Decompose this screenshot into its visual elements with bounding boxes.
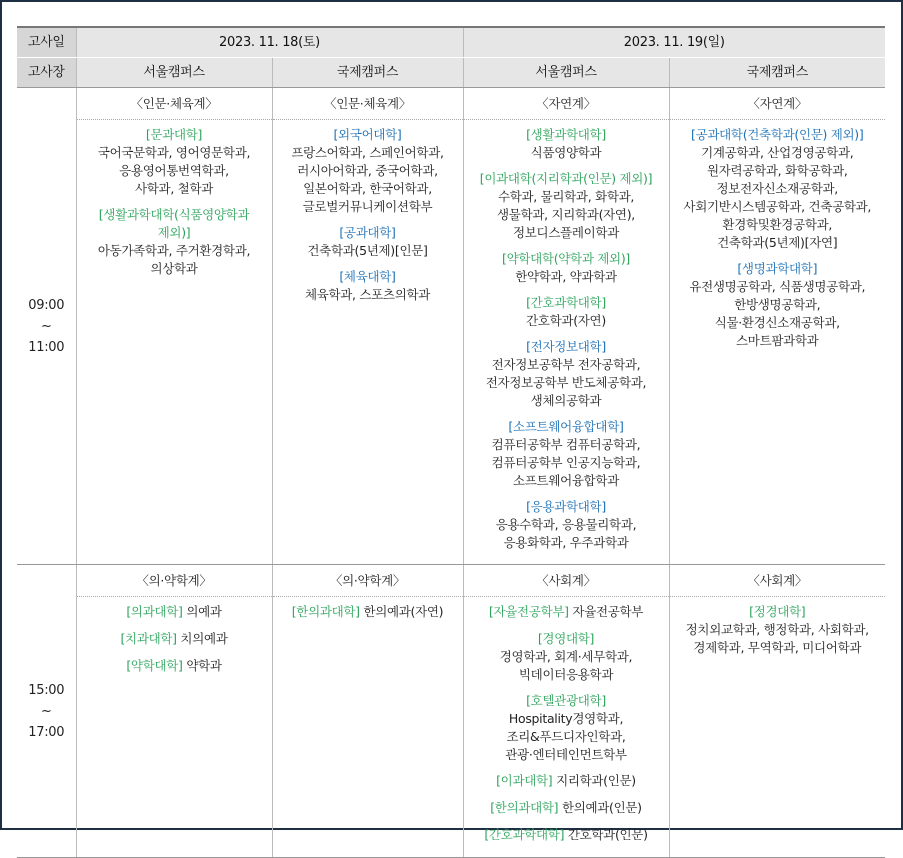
department-list: 프랑스어학과, 스페인어학과, 러시아어학과, 중국어학과, 일본어학과, 한국어학과, 글로벌커뮤니케이션학부 (291, 145, 444, 214)
college-block (81, 126, 268, 198)
department-list: Hospitality경영학과, 조리&푸드디자인학과, 관광·엔터테인먼트학부 (505, 711, 627, 762)
morning-global-sun (669, 88, 885, 565)
header-row-dates (17, 27, 885, 58)
campus-global-sun: 국제캠퍼스 (669, 58, 885, 88)
college-block (81, 206, 268, 278)
department-list: 유전생명공학과, 식품생명공학과, 한방생명공학과, 식물·환경신소재공학과, 스마트팜과학과 (689, 279, 866, 348)
college-name: [이과대학(지리학과(인문) 제외)] (479, 171, 653, 186)
dept-name: 한의예과(인문) (561, 800, 642, 815)
date-saturday: 2023. 11. 18(토) (76, 27, 463, 58)
college-block (468, 170, 665, 242)
department-list: 건축학과(5년제)[인문] (307, 243, 428, 258)
college-block (468, 692, 665, 764)
college-name: [생명과학대학] (737, 261, 818, 276)
college-block (277, 224, 459, 260)
department-list: 체육학과, 스포츠의학과 (304, 287, 431, 302)
afternoon-seoul-sun (463, 565, 669, 858)
college-name: [정경대학] (749, 604, 806, 619)
department-list: 한약학과, 약과학과 (515, 269, 617, 284)
college-name: [자율전공학부] (488, 604, 569, 619)
date-sunday: 2023. 11. 19(일) (463, 27, 885, 58)
college-block (674, 260, 882, 350)
campus-seoul-sun: 서울캠퍼스 (463, 58, 669, 88)
campus-global-sat: 국제캠퍼스 (272, 58, 463, 88)
morning-seoul-sat (76, 88, 272, 565)
group-heading: 〈사회계〉 (670, 572, 886, 597)
group-heading: 〈인문·체육계〉 (273, 95, 463, 120)
dept-name: 한의예과(자연) (363, 604, 444, 619)
college-name: [공과대학] (339, 225, 396, 240)
college-item (468, 603, 665, 621)
college-name: [간호과학대학] (484, 827, 565, 842)
college-block (468, 126, 665, 162)
morning-seoul-sun (463, 88, 669, 565)
afternoon-time: 15:00 ~ 17:00 (17, 565, 76, 858)
college-block (468, 418, 665, 490)
afternoon-row (17, 565, 885, 858)
college-item (468, 826, 665, 844)
department-list: 아동가족학과, 주거환경학과, 의상학과 (97, 243, 251, 276)
dept-name: 약학과 (186, 658, 222, 673)
afternoon-global-sat (272, 565, 463, 858)
department-list: 전자정보공학부 전자공학과, 전자정보공학부 반도체공학과, 생체의공학과 (485, 357, 647, 408)
group-heading: 〈자연계〉 (670, 95, 886, 120)
department-list: 수학과, 물리학과, 화학과, 생물학과, 지리학과(자연), 정보디스플레이학과 (497, 189, 635, 240)
header-row-campus (17, 58, 885, 88)
college-block (468, 250, 665, 286)
department-list: 국어국문학과, 영어영문학과, 응용영어통번역학과, 사학과, 철학과 (97, 145, 251, 196)
afternoon-seoul-sat (76, 565, 272, 858)
dept-name: 지리학과(인문) (556, 773, 636, 788)
college-item (277, 603, 459, 621)
college-name: [외국어대학] (333, 127, 402, 142)
college-item (468, 772, 665, 790)
college-block (468, 498, 665, 552)
college-name: [생활과학대학] (526, 127, 606, 142)
group-heading: 〈의·약학계〉 (273, 572, 463, 597)
morning-row (17, 88, 885, 565)
department-list: 기계공학과, 산업경영공학과, 원자력공학과, 화학공학과, 정보전자신소재공학과, 사회기반시스템공학과, 건축공학과, 환경학및환경공학과, 건축학과(5년제)[자연] (683, 145, 872, 250)
group-heading: 〈인문·체육계〉 (77, 95, 272, 120)
department-list: 응용수학과, 응용물리학과, 응용화학과, 우주과학과 (495, 517, 637, 550)
college-name: [간호과학대학] (526, 295, 606, 310)
afternoon-global-sun (669, 565, 885, 858)
college-item (81, 657, 268, 675)
college-block (277, 126, 459, 216)
dept-name: 간호학과(인문) (567, 827, 648, 842)
group-heading: 〈의·약학계〉 (77, 572, 272, 597)
college-name: [호텔관광대학] (526, 693, 606, 708)
college-name: [약학대학] (126, 658, 183, 673)
college-block (468, 630, 665, 684)
morning-time: 09:00 ~ 11:00 (17, 88, 76, 565)
department-list: 식품영양학과 (530, 145, 602, 160)
college-item (468, 799, 665, 817)
college-name: [공과대학(건축학과(인문) 제외)] (691, 127, 864, 142)
dept-name: 의예과 (186, 604, 222, 619)
college-block (468, 338, 665, 410)
college-name: [약학대학(약학과 제외)] (502, 251, 630, 266)
college-name: [치과대학] (120, 631, 177, 646)
dept-name: 자율전공학부 (572, 604, 644, 619)
college-item (81, 603, 268, 621)
college-name: [한의과대학] (291, 604, 360, 619)
college-name: [문과대학] (145, 127, 203, 142)
college-name: [체육대학] (339, 269, 396, 284)
college-item (81, 630, 268, 648)
exam-date-label: 고사일 (17, 27, 76, 58)
department-list: 경영학과, 회계·세무학과, 빅데이터응용학과 (499, 649, 633, 682)
college-name: [응용과학대학] (526, 499, 606, 514)
department-list: 정치외교학과, 행정학과, 사회학과, 경제학과, 무역학과, 미디어학과 (685, 622, 869, 655)
college-name: [소프트웨어융합대학] (508, 419, 624, 434)
college-name: [의과대학] (126, 604, 183, 619)
department-list: 컴퓨터공학부 컴퓨터공학과, 컴퓨터공학부 인공지능학과, 소프트웨어융합학과 (491, 437, 641, 488)
department-list: 간호학과(자연) (526, 313, 606, 328)
college-block (277, 268, 459, 304)
college-name: [이과대학] (496, 773, 553, 788)
college-name: [한의과대학] (490, 800, 559, 815)
dept-name: 치의예과 (180, 631, 228, 646)
college-block (674, 126, 882, 252)
morning-global-sat (272, 88, 463, 565)
group-heading: 〈자연계〉 (464, 95, 669, 120)
college-name: [전자정보대학] (526, 339, 606, 354)
exam-schedule-table (17, 26, 885, 858)
college-block (468, 294, 665, 330)
campus-seoul-sat: 서울캠퍼스 (76, 58, 272, 88)
exam-site-label: 고사장 (17, 58, 76, 88)
college-name: [생활과학대학(식품영양학과 제외)] (98, 207, 250, 240)
group-heading: 〈사회계〉 (464, 572, 669, 597)
college-block (674, 603, 882, 657)
college-name: [경영대학] (537, 631, 595, 646)
